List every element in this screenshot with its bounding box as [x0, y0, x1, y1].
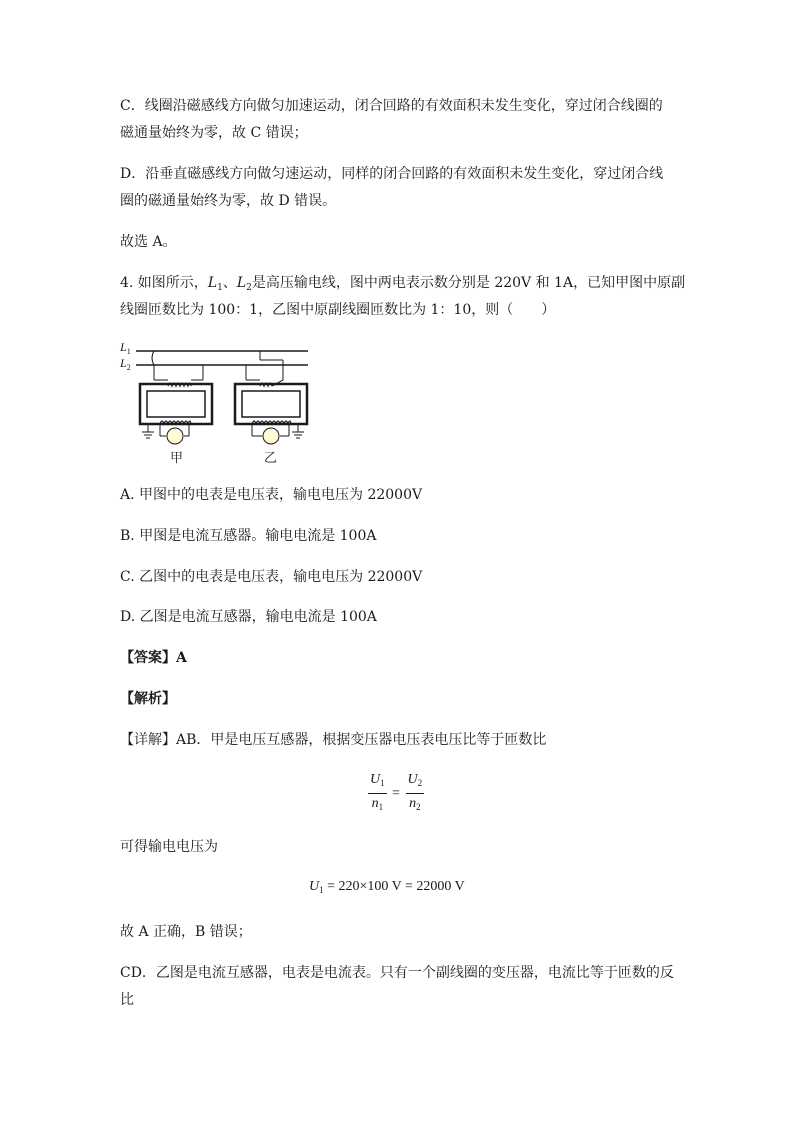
answer-label: 【答案】A [120, 650, 187, 666]
figure-label-l2: $L_2$ [120, 356, 131, 372]
detail-ab-text: 【详解】AB．甲是电压互感器，根据变压器电压表电压比等于匝数比 [120, 732, 547, 748]
choose-a-text: 故选 A。 [120, 234, 177, 250]
fraction-left: $\frac{U_1}{n_1}$ [370, 772, 385, 812]
formula-equals: = [392, 785, 401, 801]
figure-label-jia: 甲 [170, 451, 184, 466]
explanation-d-line1: D．沿垂直磁感线方向做匀速运动，同样的闭合回路的有效面积未发生变化，穿过闭合线 [120, 166, 664, 182]
explanation-c-line2: 磁通量始终为零，故 C 错误； [120, 125, 308, 141]
formula-ratio [368, 770, 424, 817]
explanation-d-line2: 圈的磁通量始终为零，故 D 错误。 [120, 193, 337, 209]
line-symbol-l1: L [207, 275, 218, 291]
option-c: C. 乙图中的电表是电压表，输电电压为 22000V [120, 569, 423, 585]
transformer-circuit-figure [118, 338, 318, 468]
question-4-suffix: 是高压输电线，图中两电表示数分别是 220V 和 1A，已知甲图中原副 [251, 275, 686, 291]
formula-voltage: $U_1 = 220\times 100$ V = 22000 V [309, 879, 465, 895]
right-meter-icon [263, 428, 279, 444]
cd-explain-line2: 比 [120, 992, 134, 1008]
line-symbol-l2: L [236, 275, 247, 291]
derive-text: 可得输电电压为 [120, 839, 218, 855]
conclusion-ab: 故 A 正确，B 错误； [120, 924, 252, 940]
figure-label-l1: $L_1$ [120, 340, 131, 356]
question-4-prefix: 4. 如图所示， [120, 275, 208, 291]
question-4-line2: 线圈匝数比为 100：1，乙图中原副线圈匝数比为 1：10，则（ ） [120, 302, 556, 318]
line-symbol-l1-sub: 1 [217, 283, 223, 293]
cd-explain-line1: CD．乙图是电流互感器，电表是电流表。只有一个副线圈的变压器，电流比等于匝数的反 [120, 965, 674, 981]
line-symbol-l2-sub: 2 [246, 283, 252, 293]
explanation-c-line1: C．线圈沿磁感线方向做匀加速运动，闭合回路的有效面积未发生变化，穿过闭合线圈的 [120, 98, 663, 114]
question-4-line1 [120, 273, 685, 298]
analysis-title: 【解析】 [120, 691, 176, 707]
figure-label-yi: 乙 [264, 451, 278, 466]
fraction-right: $\frac{U_2}{n_2}$ [407, 772, 423, 812]
option-d: D. 乙图是电流互感器，输电电流是 100A [120, 609, 377, 625]
question-4-sep: 、 [222, 275, 237, 291]
option-a: A. 甲图中的电表是电压表，输电电压为 22000V [120, 487, 423, 503]
left-meter-icon [167, 428, 183, 444]
option-b: B. 甲图是电流互感器。输电电流是 100A [120, 528, 377, 544]
